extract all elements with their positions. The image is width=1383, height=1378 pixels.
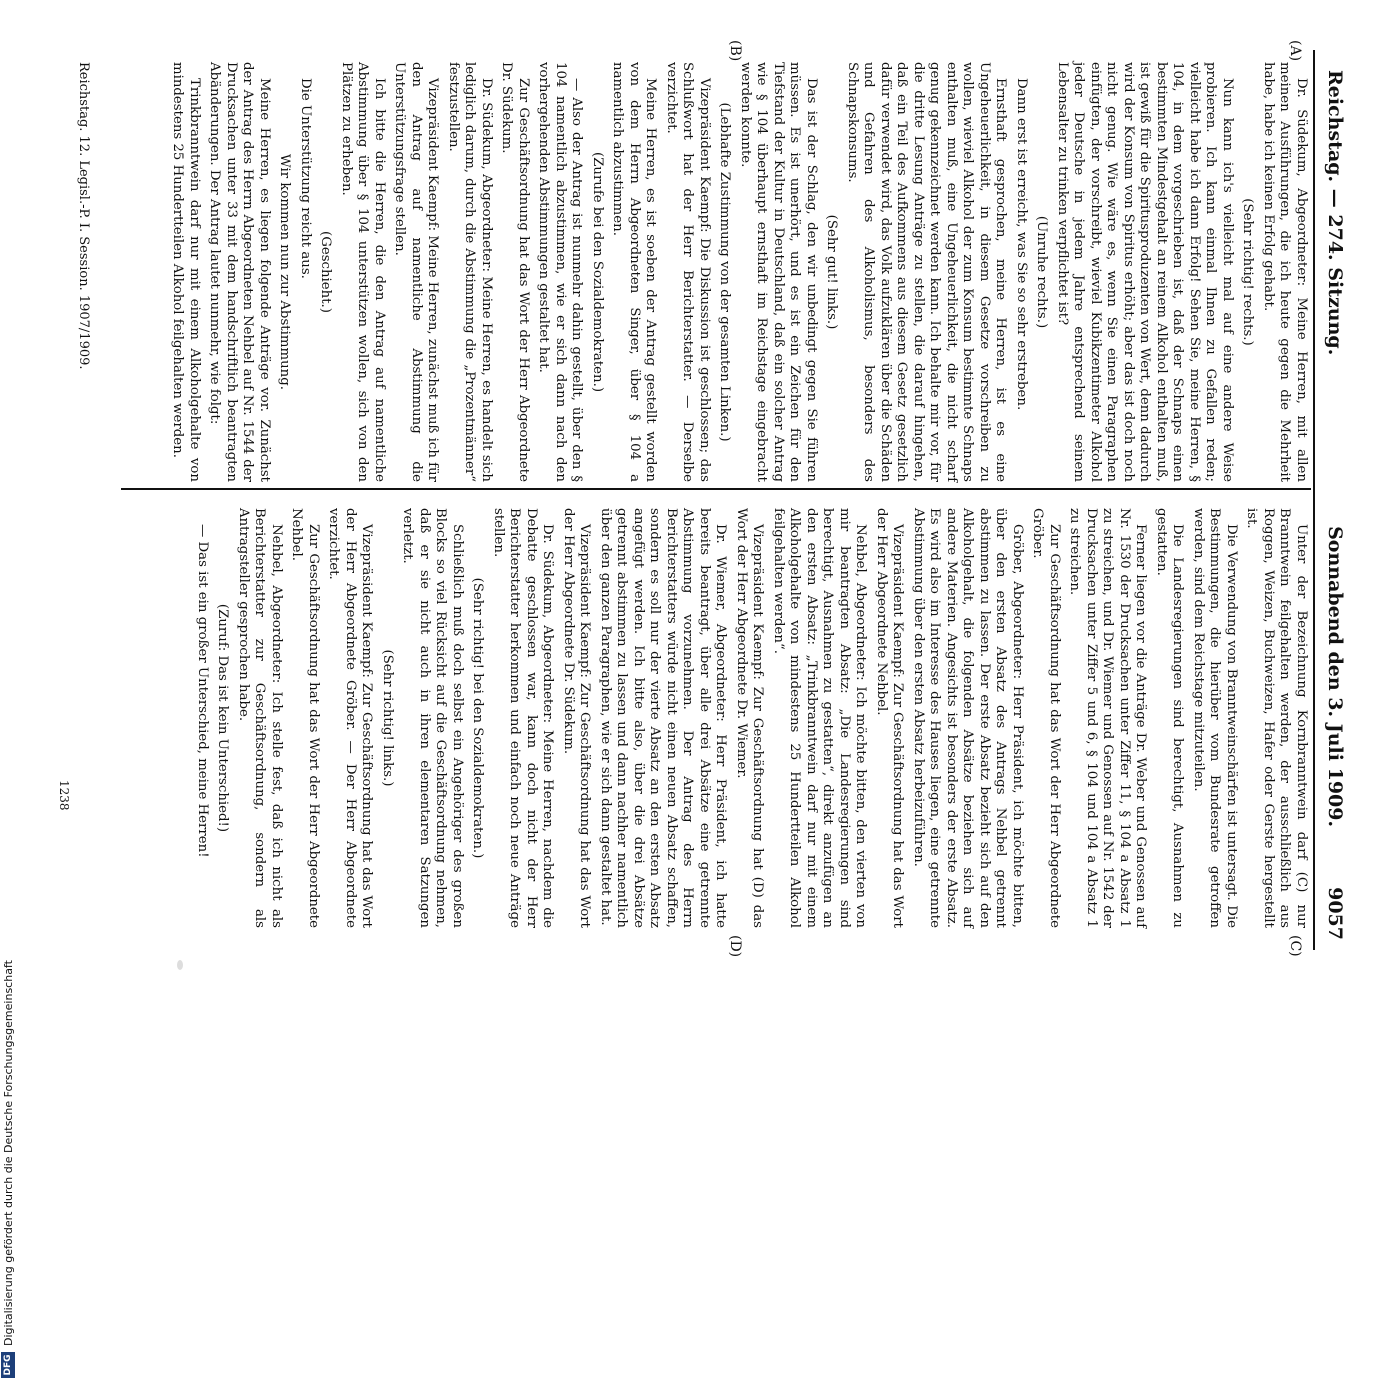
quoted-motion: Unter der Bezeichnung Kornbranntwein darf (C) nur Branntwein feilgehalten werden, der ausschließlich aus Roggen, Weizen, Buchweizen, Hafer oder Gerste hergestellt ist. (1244, 508, 1309, 928)
margin-mark-b: (B) (727, 40, 743, 62)
funding-note (1, 960, 15, 1378)
remark: (Geschieht.) (318, 231, 334, 313)
header-rule (1313, 50, 1315, 950)
scan-smudge (177, 960, 183, 970)
paragraph: — Also der Antrag ist nunmehr dahin gestellt, über den § 104 namentlich abzustimmen, wie er sich dann nach den vorhergehenden Abstimmungen gestaltet hat. (536, 62, 585, 482)
paragraph: Gröber, Abgeordneter: Herr Präsident, ich möchte bitten, über den ersten Absatz des Antrags Nehbel getrennt abstimmen zu lassen. Der erste Absatz bezieht sich auf den Alkoholgehalt, die folgenden Absätze beziehen sich auf andere Materien. Angesichts ist besonders der erste Absatz. Es wird also im Interesse des Hauses liegen, eine getrennte Abstimmung über den ersten Absatz herbeizuführen. (911, 508, 1025, 928)
paragraph: Ich bitte die Herren, die den Antrag auf namentliche Abstimmung über § 104 unterstützen wollen, sich von den Plätzen zu erheben. (339, 62, 387, 482)
dfg-logo-icon: DFG (1, 1352, 15, 1378)
paragraph: Dr. Südekum, Abgeordneter: Meine Herren, nachdem die Debatte geschlossen war, kann doch nicht der Herr Berichterstatter herkommen und einfach noch neue Anträge stellen. (491, 508, 556, 928)
paragraph: Meine Herren, es ist soeben der Antrag gestellt worden von dem Herrn Abgeordneten Singer, über § 104 a namentlich abzustimmen. (610, 62, 659, 482)
margin-mark-c: (C) (1287, 935, 1303, 957)
remark: (Sehr richtig! rechts.) (1240, 198, 1256, 346)
margin-mark-a: (A) (1287, 40, 1303, 62)
paragraph: Vizepräsident Kaempf: Zur Geschäftsordnung hat das Wort der Herr Abgeordnete Nehbel. (874, 508, 906, 928)
remark: (Unruhe rechts.) (1034, 215, 1050, 329)
column-divider (121, 488, 1311, 490)
remark: (Zurufe bei den Sozialdemokraten.) (590, 151, 605, 393)
remark: (Sehr richtig! links.) (380, 649, 395, 787)
footer-page-number: 1238 (57, 780, 71, 811)
quoted-motion: Trinkbranntwein darf nur mit einem Alkoholgehalte von mindestens 25 Hundertteilen Alkohol feilgehalten werden. (170, 62, 202, 482)
quoted-motion: Die Verwendung von Branntweinschärfen ist untersagt. Die Bestimmungen, die hierüber vom Bundesrate getroffen werden, sind dem Reichstage mitzuteilen. (1191, 508, 1239, 928)
remark: (Lebhafte Zustimmung von der gesamten Linken.) (717, 102, 733, 442)
footer-legislature-info: Reichstag. 12. Legisl.-P. I. Session. 1907/1909. (76, 62, 91, 370)
paragraph: Wir kommen nun zur Abstimmung. (277, 154, 293, 390)
paragraph: Dann erst ist erreicht, was Sie so sehr erstreben. (1014, 78, 1029, 411)
paragraph: Nehbel, Abgeordneter: Ich stelle fest, daß ich nicht als Berichterstatter zur Geschäftsordnung, sondern als Antragsteller gesprochen habe. (236, 508, 284, 928)
paragraph: Nun kann ich's vielleicht mal auf eine andere Weise probieren. Ich kann einmal Ihnen zu Gefallen reden; vielleicht habe ich dann Erfolg! Sehen Sie, meine Herren, § 104, in dem vorgeschrieben ist, daß der Schnaps einen bestimmten Mindestgehalt an reinem Alkohol enthalten muß, ist gewiß für die Spiritusproduzenten von Wert, denn dadurch wird der Konsum von Spiritus erhöht; aber das ist doch noch nicht genug. Wie wäre es, wenn Sie einen Paragraphen einfügten, der vorschreibt, wieviel Kubikzentimeter Alkohol jeder Deutsche in jedem Jahre entsprechend seinem Lebensalter zu trinken verpflichtet ist? (1055, 62, 1235, 482)
margin-mark-d: (D) (727, 935, 743, 958)
paragraph: Vizepräsident Kaempf: Meine Herren, zunächst muß ich für den Antrag auf namentliche Abstimmung die Unterstützungsfrage stellen. (392, 62, 441, 482)
header-right: Sonnabend den 3. Juli 1909. (1324, 526, 1346, 828)
paragraph: Schließlich muß doch selbst ein Angehöriger des großen Blocks so viel Rücksicht auf die Geschäftsordnung nehmen, daß er sie nicht auch in ihren elementaren Satzungen verletzt. (400, 508, 465, 928)
remark: (Sehr richtig! bei den Sozialdemokraten.) (470, 577, 486, 859)
left-column (165, 62, 1309, 482)
paragraph: Ernsthaft gesprochen, meine Herren, ist es eine Ungeheuerlichkeit, in diesem Gesetze vorschreiben zu wollen, wieviel Alkohol der zum Konsum bestimmte Schnaps enthalten muß, eine Ungeheuerlichkeit, die nicht scharf genug gekennzeichnet werden kann. Ich behalte mir vor, für die dritte Lesung Anträge zu stellen, die darauf hingehen, daß ein Teil des Aufkommens aus diesem Gesetz gesetzlich dafür verwendet wird, das Volk aufzuklären über die Schäden und Gefahren des Alkoholismus, besonders des Schnapskonsums. (845, 62, 1009, 482)
remark: (Sehr gut! links.) (824, 214, 840, 330)
paragraph: Nehbel, Abgeordneter: Ich möchte bitten, den vierten von mir beantragten Absatz: „Die Landesregierungen sind berechtigt, Ausnahmen zu gestatten“, direkt anzufügen an den ersten Absatz: „Trinkbranntwein darf nur mit einem Alkoholgehalte von mindestens 25 Hundertteilen Alkohol feilgehalten werden“. (771, 508, 869, 928)
remark: (Zuruf: Das ist kein Unterschied!) (215, 603, 231, 833)
paragraph: Vizepräsident Kaempf: Zur Geschäftsordnung hat (D) das Wort der Herr Abgeordnete Dr. Wiemer. (734, 508, 766, 928)
paragraph: Dr. Südekum, Abgeordneter: Meine Herren, es handelt sich lediglich darum, durch die Abstimmung die „Prozentmänner“ festzustellen. (446, 62, 494, 482)
paragraph: Dr. Südekum, Abgeordneter: Meine Herren, mit allen meinen Ausführungen, die ich heute gegen die Mehrheit habe, habe ich keinen Erfolg gehabt. (1261, 62, 1309, 482)
quoted-motion: Die Landesregierungen sind berechtigt, Ausnahmen zu gestatten. (1154, 508, 1186, 928)
paragraph: Ferner liegen vor die Anträge Dr. Weber und Genossen auf Nr. 1530 der Drucksachen unter Ziffer 11, § 104 a Absatz 1 zu streichen, und Dr. Wiemer und Genossen auf Nr. 1542 der Drucksachen unter Ziffer 5 und 6, § 104 und 104 a Absatz 1 zu streichen. (1067, 508, 1149, 928)
paragraph: — Das ist ein großer Unterschied, meine Herren! (195, 524, 210, 858)
paragraph: Dr. Wiemer, Abgeordneter: Herr Präsident, ich hatte bereits beantragt, über alle drei Absätze eine getrennte Abstimmung vorzunehmen. Der Antrag des Herrn Berichterstatters würde nicht einen neuen Absatz schaffen, sondern es soll nur der vierte Absatz an den ersten Absatz angefügt werden. Ich bitte also, über die drei Absätze getrennt abstimmen zu lassen und dann nachher namentlich über den ganzen Paragraphen, wie er sich dann gestaltet hat. (598, 508, 729, 928)
paragraph: Die Unterstützung reicht aus. (298, 78, 313, 279)
header-left: Reichstag. — 274. Sitzung. (1324, 70, 1346, 356)
paragraph: Zur Geschäftsordnung hat das Wort der Herr Abgeordnete Nehbel. (289, 508, 321, 928)
paragraph: Vizepräsident Kaempf: Zur Geschäftsordnung hat das Wort der Herr Abgeordnete Dr. Südekum. (561, 508, 593, 928)
page-number: 9057 (1324, 887, 1346, 940)
paragraph: Meine Herren, es liegen folgende Anträge vor. Zunächst der Antrag des Herrn Abgeordneten Nehbel auf Nr. 1544 der Drucksachen unter 33 mit dem handschriftlich beantragten Abänderungen. Der Antrag lautet nunmehr, wie folgt: (207, 62, 272, 482)
paragraph: Vizepräsident Kaempf: Zur Geschäftsordnung hat das Wort der Herr Abgeordnete Gröber. — Der Herr Abgeordnete verzichtet. (326, 508, 375, 928)
paragraph: Zur Geschäftsordnung hat das Wort der Herr Abgeordnete Dr. Südekum. (499, 62, 531, 482)
paragraph: Zur Geschäftsordnung hat das Wort der Herr Abgeordnete Gröber. (1030, 508, 1062, 928)
funding-note-text: Digitalisierung gefördert durch die Deutsche Forschungsgemeinschaft (1, 960, 15, 1346)
page-header (1319, 70, 1351, 940)
paragraph: Das ist der Schlag, den wir unbedingt gegen Sie führen müssen. Es ist unerhört, und es ist ein Zeichen für den Tiefstand der Kultur in Deutschland, daß ein solcher Antrag wie § 104 überhaupt ernsthaft im Reichstage eingebracht werden konnte. (738, 62, 819, 482)
paragraph: Vizepräsident Kaempf: Die Diskussion ist geschlossen; das Schlußwort hat der Herr Berichterstatter. — Derselbe verzichtet. (664, 62, 712, 482)
right-column (190, 508, 1310, 928)
